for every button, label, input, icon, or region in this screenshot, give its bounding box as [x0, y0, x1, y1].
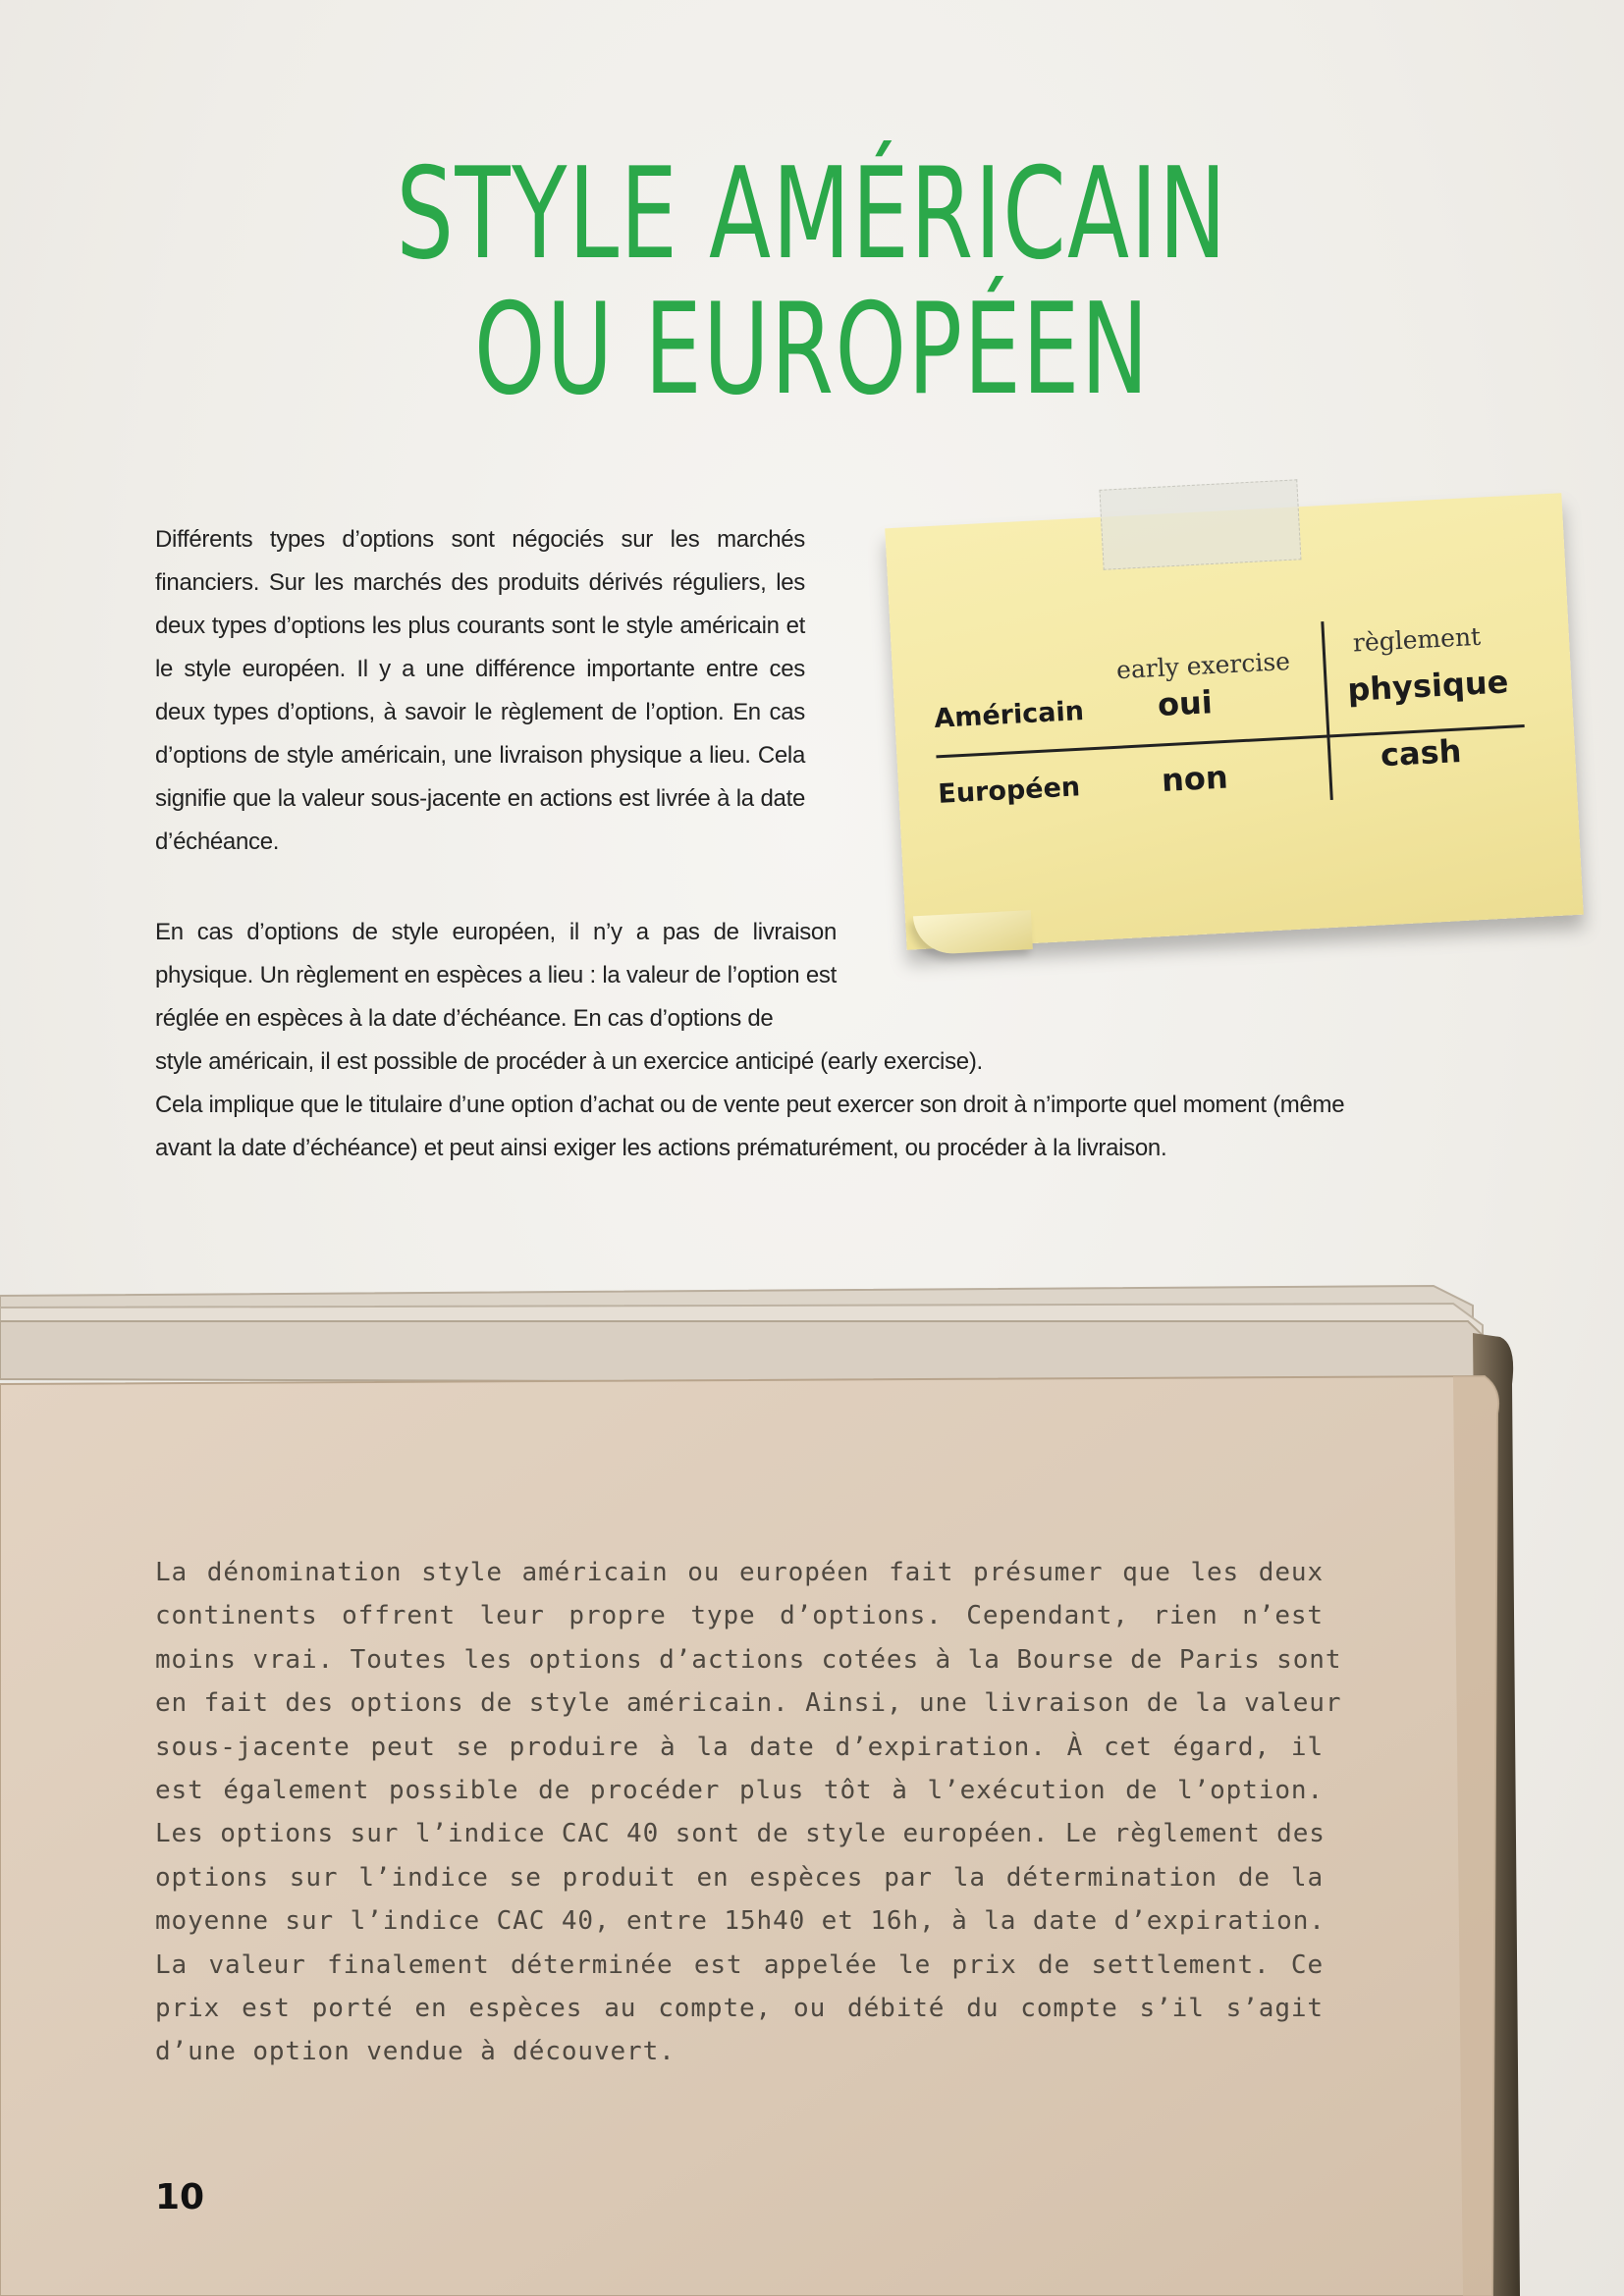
book-text-line: continents offrent leur propre type d’options. Cependant, rien n’est — [155, 1601, 1324, 1631]
table-vertical-divider — [1323, 621, 1332, 800]
book-text-line: prix est porté en espèces au compte, ou débité du compte s’il s’agit — [155, 1994, 1324, 2024]
row-label-europeen: Européen — [937, 772, 1081, 810]
header-settlement: règlement — [1352, 621, 1482, 658]
second-paragraph — [155, 911, 1471, 1170]
cell-americain-early: oui — [1157, 683, 1214, 724]
book-text-line: options sur l’indice se produit en espèces par la détermination de la — [155, 1862, 1324, 1893]
book-text-line: sous-jacente peut se produire à la date d’expiration. À cet égard, il — [155, 1732, 1324, 1762]
book-text-block — [155, 1551, 1342, 2074]
cell-europeen-early: non — [1161, 758, 1229, 799]
book-text-line: La valeur finalement déterminée est appelée le prix de settlement. Ce — [155, 1949, 1324, 1980]
book-text-line: est également possible de procéder plus tôt à l’exécution de l’option. — [155, 1776, 1324, 1806]
title-line-2: OU EUROPÉEN — [473, 277, 1151, 423]
page-title — [0, 141, 1624, 423]
book-text-line: La dénomination style américain ou européen fait présumer que les deux — [155, 1558, 1324, 1587]
second-paragraph-line: avant la date d’échéance) et peut ainsi exiger les actions prématurément, ou procéder à la livraison. — [155, 1135, 1167, 1161]
book-text-line: en fait des options de style américain. Ainsi, une livraison de la valeur — [155, 1688, 1342, 1719]
intro-paragraph: Différents types d’options sont négociés sur les marchés financiers. Sur les marchés des produits dérivés réguliers, les deux types d’options les plus courants sont le style américain et le style européen. Il y a une différence importante entre ces deux types d’options, à savoir le règlement de l’option. En cas d’options de style américain, une livraison physique a lieu. Cela signifie que la valeur sous-jacente en actions est livrée à la date d’échéance. — [155, 526, 805, 855]
book-text-line: Les options sur l’indice CAC 40 sont de style européen. Le règlement des — [155, 1819, 1326, 1849]
second-paragraph-line: Cela implique que le titulaire d’une option d’achat ou de vente peut exercer son droit à n’importe quel moment (même — [155, 1092, 1345, 1118]
row-label-americain: Américain — [933, 696, 1085, 734]
book-text-line: moins vrai. Toutes les options d’actions cotées à la Bourse de Paris sont — [155, 1644, 1342, 1675]
sticky-note — [885, 493, 1584, 950]
title-line-1: STYLE AMÉRICAIN — [396, 141, 1228, 288]
cell-europeen-settlement: cash — [1380, 731, 1463, 774]
book-text-line: d’une option vendue à découvert. — [155, 2037, 676, 2067]
book-text-line: moyenne sur l’indice CAC 40, entre 15h40 et 16h, à la date d’expiration. — [155, 1906, 1326, 1937]
comparison-table — [885, 493, 1584, 950]
cell-americain-settlement: physique — [1346, 663, 1510, 709]
header-early-exercise: early exercise — [1115, 646, 1291, 685]
second-paragraph-narrow: En cas d’options de style européen, il n’y a pas de livraison physique. Un règlement en espèces a lieu : la valeur de l’option est réglée en espèces à la date d’échéance. En cas d’options de — [155, 919, 837, 1032]
second-paragraph-line: style américain, il est possible de procéder à un exercice anticipé (early exercise). — [155, 1048, 983, 1075]
page-number: 10 — [155, 2177, 205, 2217]
